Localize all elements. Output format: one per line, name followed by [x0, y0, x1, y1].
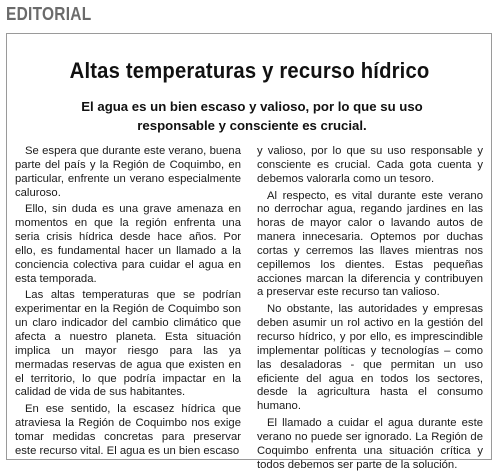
paragraph: Las altas temperaturas que se podrían experimentar en la Región de Coquimbo son un claro indicador del cambio climático que afecta a nuestro planeta. Esta situación implica un mayor riesgo para las ya mermadas reservas de agua que existen en el territorio, lo que podría impactar en la calidad de vida de sus habitantes.: [15, 289, 241, 399]
article-title: [7, 58, 493, 84]
editorial-box: [6, 33, 492, 471]
paragraph: El llamado a cuidar el agua durante este verano no puede ser ignorado. La Región de Coquimbo enfrenta una situación crítica y todos debemos ser parte de la solución.: [257, 417, 483, 471]
paragraph: No obstante, las autoridades y empresas deben asumir un rol activo en la gestión del recurso hídrico, y por ello, es imprescindible implementar políticas y tecnologías – como las desaladoras - que permitan un uso eficiente del agua en todos los sectores, desde la agricultura hasta el consumo humano.: [257, 303, 483, 413]
article-title-text: Altas temperaturas y recurso hídrico: [70, 58, 430, 83]
paragraph: Se espera que durante este verano, buena parte del país y la Región de Coquimbo, en particular, enfrente un verano especialmente caluroso.: [15, 145, 241, 199]
right-column: [257, 145, 483, 475]
paragraph: Ello, sin duda es una grave amenaza en momentos en que la región enfrenta una seria crisis hídrica desde hace años. Por ello, es fundamental hacer un llamado a la conciencia colectiva para cuidar el agua en esta temporada.: [15, 203, 241, 285]
section-label: EDITORIAL: [6, 4, 92, 24]
left-column: [15, 145, 241, 462]
paragraph: Al respecto, es vital durante este verano no derrochar agua, regando jardines en las horas de mayor calor o lavando autos de manera innecesaria. Optemos por duchas cortas y cerremos las llaves mientras nos cepillemos los dientes. Estas pequeñas acciones marcan la diferencia y contribuyen a preservar este recurso tan valioso.: [257, 189, 483, 299]
article-subtitle: El agua es un bien escaso y valioso, por lo que su uso responsable y consciente es crucial.: [81, 99, 423, 133]
paragraph: En ese sentido, la escasez hídrica que atraviesa la Región de Coquimbo nos exige tomar medidas concretas para preservar este recurso vital. El agua es un bien escaso: [15, 403, 241, 457]
paragraph-continued: y valioso, por lo que su uso responsable y consciente es crucial. Cada gota cuenta y debemos valorarla como un tesoro.: [257, 145, 483, 185]
